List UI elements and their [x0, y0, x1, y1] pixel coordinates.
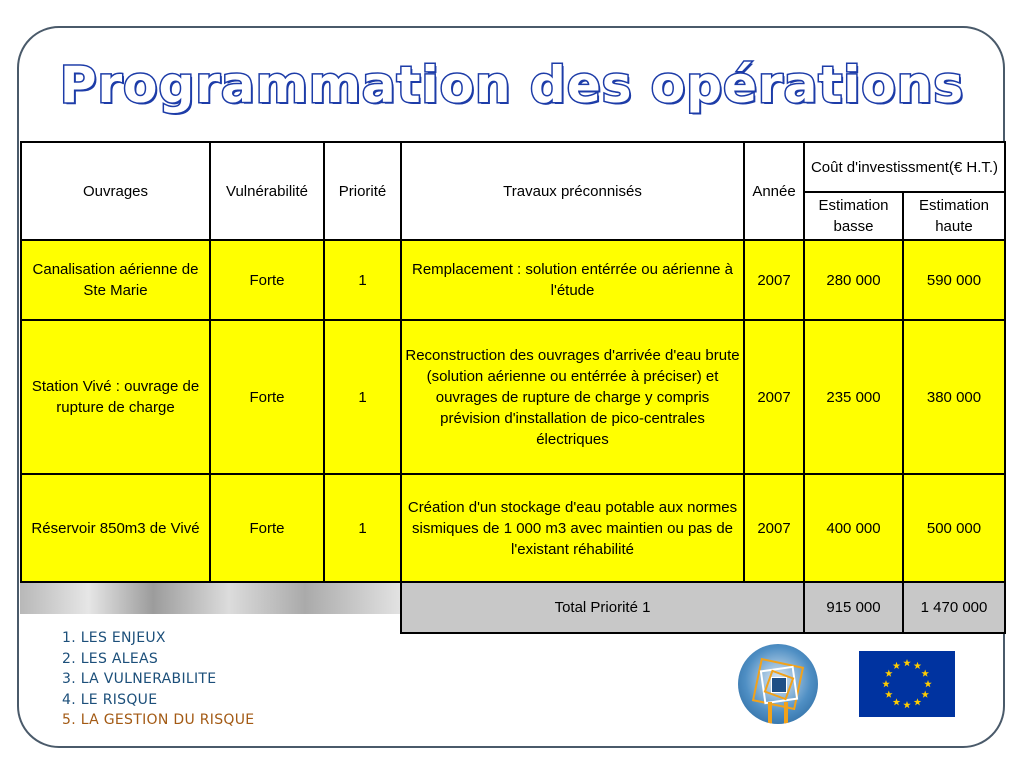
- table-row: [21, 474, 1005, 582]
- cell-vulnerabilite: Forte: [210, 474, 324, 582]
- eu-star-icon: [914, 698, 922, 705]
- cell-estimation-haute: 380 000: [903, 320, 1005, 474]
- cell-travaux: Création d'un stockage d'eau potable aux normes sismiques de 1 000 m3 avec maintien ou pas de l'existant réhabilité: [401, 474, 744, 582]
- eu-star-icon: [882, 680, 890, 687]
- eu-star-icon: [921, 691, 929, 698]
- nav-item-enjeux[interactable]: 1. LES ENJEUX: [62, 630, 166, 646]
- cell-travaux: Reconstruction des ouvrages d'arrivée d'eau brute (solution aérienne ou entérrée à préciser) et ouvrages de rupture de charge y compris prévision d'installation de pico-centrales électriques: [401, 320, 744, 474]
- eu-star-icon: [914, 662, 922, 669]
- eu-star-icon: [921, 670, 929, 677]
- header-estimation-basse: Estimation basse: [804, 192, 903, 240]
- cell-estimation-haute: 500 000: [903, 474, 1005, 582]
- institution-logo-icon: [738, 644, 818, 724]
- cell-annee: 2007: [744, 240, 804, 320]
- blank-cell: [210, 582, 324, 633]
- total-estimation-basse: 915 000: [804, 582, 903, 633]
- total-label: Total Priorité 1: [401, 582, 804, 633]
- nav-item-aleas[interactable]: 2. LES ALEAS: [62, 650, 159, 667]
- header-estimation-haute: Estimation haute: [903, 192, 1005, 240]
- blank-cell: [21, 582, 210, 633]
- slide-title: Programmation des opérations: [59, 56, 965, 114]
- eu-star-icon: [893, 698, 901, 705]
- cell-priorite: 1: [324, 474, 401, 582]
- section-nav: [62, 628, 254, 731]
- header-priorite: Priorité: [324, 142, 401, 240]
- total-estimation-haute: 1 470 000: [903, 582, 1005, 633]
- cell-ouvrage: Canalisation aérienne de Ste Marie: [21, 240, 210, 320]
- header-travaux: Travaux préconnisés: [401, 142, 744, 240]
- cell-vulnerabilite: Forte: [210, 240, 324, 320]
- cell-ouvrage: Station Vivé : ouvrage de rupture de charge: [21, 320, 210, 474]
- operations-table: [20, 141, 1006, 634]
- cell-estimation-haute: 590 000: [903, 240, 1005, 320]
- cell-vulnerabilite: Forte: [210, 320, 324, 474]
- table-row: [21, 240, 1005, 320]
- total-row: [21, 582, 1005, 633]
- eu-flag-icon: [859, 651, 955, 717]
- header-annee: Année: [744, 142, 804, 240]
- header-vulnerabilite: Vulnérabilité: [210, 142, 324, 240]
- nav-item-vulnerabilite[interactable]: 3. LA VULNERABILITE: [62, 671, 217, 687]
- header-ouvrages: Ouvrages: [21, 142, 210, 240]
- nav-item-risque[interactable]: 4. LE RISQUE: [62, 691, 158, 708]
- cell-annee: 2007: [744, 474, 804, 582]
- nav-item-gestion-du-risque[interactable]: 5. LA GESTION DU RISQUE: [62, 712, 255, 728]
- cell-estimation-basse: 235 000: [804, 320, 903, 474]
- blank-cell: [324, 582, 401, 633]
- cell-annee: 2007: [744, 320, 804, 474]
- cell-estimation-basse: 400 000: [804, 474, 903, 582]
- eu-star-icon: [924, 680, 932, 687]
- cell-priorite: 1: [324, 240, 401, 320]
- cell-travaux: Remplacement : solution entérrée ou aérienne à l'étude: [401, 240, 744, 320]
- eu-star-icon: [893, 662, 901, 669]
- eu-star-icon: [903, 701, 911, 708]
- eu-star-icon: [885, 670, 893, 677]
- eu-star-icon: [885, 691, 893, 698]
- table-row: [21, 320, 1005, 474]
- cell-priorite: 1: [324, 320, 401, 474]
- header-cout: Coût d'investissment(€ H.T.): [804, 142, 1005, 192]
- eu-star-icon: [903, 659, 911, 666]
- cell-estimation-basse: 280 000: [804, 240, 903, 320]
- cell-ouvrage: Réservoir 850m3 de Vivé: [21, 474, 210, 582]
